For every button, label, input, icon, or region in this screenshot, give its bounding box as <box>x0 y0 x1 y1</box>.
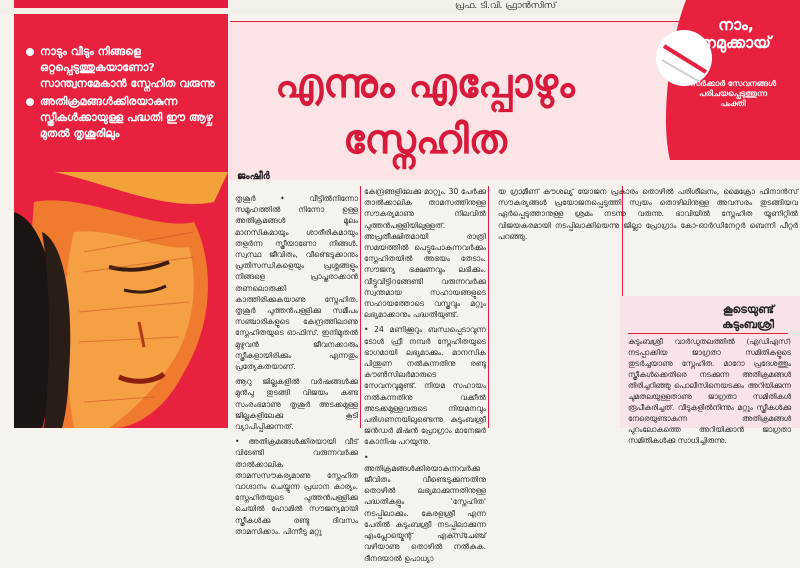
paragraph: കേന്ദ്രങ്ങളിലേക്കു മാറ്റും. 30 പേർക്കു താൽക്കാലിക താമസത്തിനുള്ള സൗകര്യമാണു നിലവിൽ പുത്തൻപള്ളിയിലുള്ളത്. അപ്രതീക്ഷിതമായി രാത്രി സമയത്തിൽ പെട്ടുപോകുന്നവർക്കും സ്നേഹിതയിൽ അഭയം തേടാം. സൗജന്യ ഭക്ഷണവും ലഭിക്കും. വീട്ടുവിട്ടിറങ്ങേണ്ടി വരുന്നവർക്കു സ്വന്തമായ സഹായങ്ങളുടെ സഹായത്തോടെ വസ്ത്രവും മറ്റും ലഭ്യമാക്കാനും പദ്ധതിയുണ്ട്. <box>364 187 486 320</box>
article-column-3 <box>498 186 798 246</box>
column-divider <box>488 186 489 428</box>
paragraph: • 24 മണിക്കൂറും ബന്ധപ്പെടാവുന്ന ടോൾ ഫ്രീ നമ്പർ സ്നേഹിതയുടെ ഭാഗമായി ലഭ്യമാക്കും. മാനസിക പിന്തുണ നൽകുന്നതിനു രണ്ടു കൗൺസിലർമാരുടെ സേവനവുമുണ്ട്. നിയമ സഹായം നൽകുന്നതിനു വക്കീൽ അടക്കമുള്ളവരുടെ നിയമനവും പരിഗണനയിലുണ്ടെന്നു കുടുംബശ്രീ ജൻഡർ മിഷൻ പ്രോഗ്രാം മാനേജർ കോനിഷ പറയുന്നു. <box>364 325 486 447</box>
paragraph: • അതിക്രമങ്ങൾക്കിരയായി വീട് വിടേണ്ടി വരുന്നവർക്കു താൽക്കാലിക താമസസൗകര്യമാണു സ്നേഹിത വാഗ്ദാനം ചെയ്യുന്ന പ്രധാന കാര്യം. സ്നേഹിതയുടെ പുത്തൻപള്ളിക്കു ചെയിൽ ഹോമിൽ സൗജന്യമായി സ്ത്രീകൾക്കു രണ്ടു ദിവസം താമസിക്കാം. പിന്നീടു മറ്റു <box>235 437 358 536</box>
woman-illustration <box>14 172 228 428</box>
paragraph: ആറു ജില്ലകളിൽ വർഷങ്ങൾക്കു മുൻപു തുടങ്ങി വിജയം കണ്ട സംരംഭമാണു തൃശൂർ അടക്കമുള്ള ജില്ലകളിലേക്കു കൂടി വ്യാപിപ്പിക്കുന്നത്. <box>235 377 358 432</box>
top-red-bar <box>14 0 228 8</box>
woman-face-art <box>14 172 228 428</box>
article-headline <box>260 56 590 168</box>
article-column-2 <box>364 186 486 568</box>
bullet-text: അതിക്രമങ്ങൾക്കിരയാകുന്ന സ്ത്രീകൾക്കായുള്ള പദ്ധതി ഈ ആഴ്ച മുതൽ തൃശൂരിലും <box>40 95 213 140</box>
badge-title-line-2: നമുക്കായ് <box>701 33 771 52</box>
sidebox-rule <box>628 333 788 334</box>
top-byline: പ്രഫ. ടി.വി. ഫ്രാൻസിസ് <box>455 1 557 11</box>
bullet-dot-icon <box>26 48 34 56</box>
column-divider <box>360 186 361 428</box>
bullet-dot-icon <box>26 98 34 106</box>
author-name: ജംഷീർ <box>237 171 270 182</box>
sidebox-title-line-2: കുടുംബശ്രീ <box>722 318 774 331</box>
badge-subtitle: സർക്കാർ സേവനങ്ങൾ പരിചയപ്പെടുത്തുന്ന പംക്തി <box>689 79 777 108</box>
bullet-text: നാടും വീടും നിങ്ങളെ ഒറ്റപ്പെടുത്തുകയാണോ? സാന്ത്വനമേകാൻ സ്നേഹിത വരുന്നു <box>40 45 215 90</box>
bullet-item <box>26 44 222 92</box>
sidebox-text: കുടുംബശ്രീ വാർഡുതലത്തിൽ (എഡിഎസ്) നടപ്പാക്കിയ ജാഗ്രതാ സമിതികളുടെ തുടർച്ചയാണു സ്നേഹിത. മാറോ പ്രദേശത്തും സ്ത്രീകൾക്കെതിരെ നടക്കുന്ന അതിക്രമങ്ങൾ തിരിച്ചറിഞ്ഞു പൊലീസിനെയടക്കം അറിയിക്കുന്ന ചുമതലയുള്ളതാണു ജാഗ്രതാ സമിതികൾ രൂപീകരിച്ചത്. വീടുകളിൽനിന്നും മറ്റും സ്ത്രീകൾക്കു നേരെയുണ്ടാകുന്ന അതിക്രമങ്ങൾ പുറംലോകത്തെ അറിയിക്കാൻ ജാഗ്രതാ സമിതികൾക്കു സാധിച്ചിരുന്നു. <box>628 337 791 445</box>
paragraph: • അതിക്രമങ്ങൾക്കിരയാകുന്നവർക്കു ജീവിതം വീണ്ടെടുക്കുന്നതിനു തൊഴിൽ ലഭ്യമാക്കുന്നതിനുള്ള പദ്ധതികളും 'സ്നേഹിത' നടപ്പിലാക്കും. കേരളശ്രീ എന്ന പേരിൽ കുടുംബശ്രീ നടപ്പിലാക്കുന്ന എംപ്ലോയ്മെന്റ് എക്സ്ചേഞ്ച് വഴിയാണു തൊഴിൽ നൽകുക. ദീനദയാൽ ഉപാധ്യാ <box>364 452 486 563</box>
paragraph: യ ഗ്രാമീണ് കൗശല്യ് യോജന പ്രകാരം തൊഴിൽ പരിശീലനം, മൈക്രോ ഫിനാൻസ് സൗകര്യങ്ങൾ പ്രയോജനപ്പെടുത്തി സ്വയം തൊഴിലിനുള്ള അവസരം തുടങ്ങിയവ ഏർപ്പെടുത്താനുള്ള ശ്രമം നടന്നു വരുന്നു. ഭാവിയിൽ സ്നേഹിത യൂണിറ്റിൽ വിജയകരമായി നടപ്പിലാക്കിയെന്നു ജില്ലാ പ്രോഗ്രാം കോ-ഓർഡിനേറ്റർ ബെന്നി പീറ്റർ പറഞ്ഞു. <box>498 187 798 241</box>
badge-title <box>690 16 782 52</box>
highlight-bullets <box>26 44 222 144</box>
headline-line-1: എന്നും എപ്പോഴും <box>275 61 575 107</box>
badge-title-line-1: നാം, <box>718 15 754 34</box>
bullet-item <box>26 94 222 142</box>
article-column-1 <box>235 193 358 541</box>
paragraph: തൃശൂർ • വീട്ടിൽനിന്നോ സമൂഹത്തിൽ നിന്നോ ഉള്ള അതിക്രമങ്ങൾ മൂലം മാനസികമായും ശാരീരികമായും തളർന്ന സ്ത്രീയാണോ നിങ്ങൾ. സ്വസ്ഥ ജീവിതം, വീണ്ടെടുക്കാനും പ്രതിസന്ധികളെയും പ്രശ്നങ്ങളും നിങ്ങളെ പ്രാപ്തരാക്കാൻ തണലൊരുക്കി കാത്തിരിക്കുകയാണു സ്നേഹിത. തൃശൂർ പുത്തൻപള്ളിക്കു സമീപം സഞ്ചാരികളുടെ കേന്ദ്രത്തിലാണു സ്നേഹിതയുടെ ഓഫിസ്. ഇനിമുതൽ മുഴുവൻ ജീവനക്കാരും സ്ത്രീകളായിരിക്കും എന്നതും പ്രത്യേകതയാണ്. <box>235 194 358 372</box>
sidebox-title <box>638 302 774 332</box>
sidebox-title-line-1: കൂടെയുണ്ട് <box>722 303 774 316</box>
headline-line-2: സ്നേഹിത <box>343 117 507 163</box>
